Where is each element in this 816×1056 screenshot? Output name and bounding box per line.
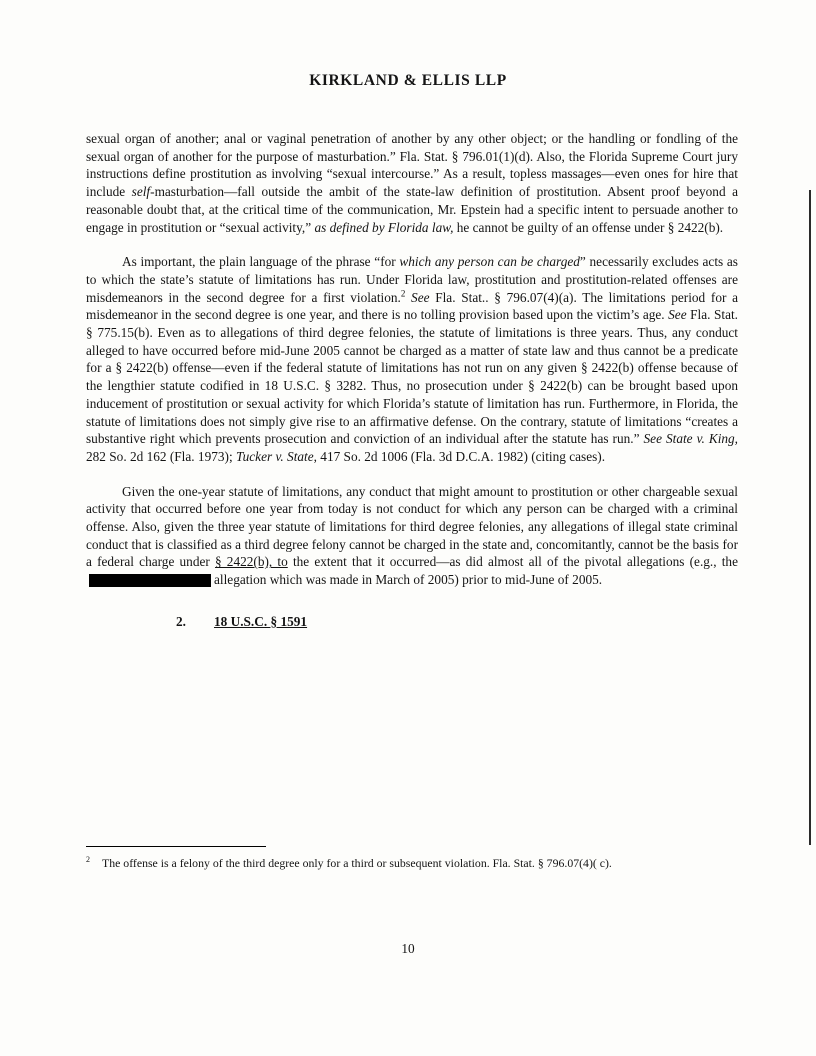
body-paragraph-1	[86, 130, 738, 236]
page-number: 10	[401, 941, 415, 956]
section-heading	[86, 613, 738, 631]
footnote-reference: 2	[400, 288, 406, 299]
text-run: Given the one-year statute of limitations, any conduct that might amount to prostitution or other chargeable sexual activity that occurred before one year from today is not conduct for which any person can be charged with a criminal offense. Also, given the three year statute of limitations for third degree felonies, any allegations of illegal state criminal conduct that is classified as a third degree felony cannot be charged in the state and, concomitantly, cannot be the basis for a federal charge under	[86, 483, 738, 570]
text-run: See	[668, 307, 687, 323]
text-run: allegation which was made in March of 2005) prior to mid-June of 2005.	[214, 572, 603, 588]
document-body	[86, 130, 738, 631]
body-paragraph-3	[86, 483, 738, 589]
text-run: which any person can be charged	[399, 254, 580, 270]
text-run: self-	[131, 184, 155, 200]
text-run: the extent that it occurred—as did almost all of the pivotal allegations (e.g., the	[287, 554, 738, 570]
section-title: 18 U.S.C. § 1591	[213, 613, 308, 629]
footnote	[86, 856, 742, 871]
redaction-box	[89, 574, 211, 587]
text-run: as defined by Florida law,	[314, 219, 454, 235]
footnote-content: The offense is a felony of the third degree only for a third or subsequent violation. Fla. Stat. § 796.07(4)( c).	[102, 856, 612, 870]
footnote-separator	[86, 846, 266, 847]
text-run: § 2422(b), to	[214, 554, 288, 570]
footnote-marker: 2	[86, 855, 90, 865]
body-paragraph-2	[86, 253, 738, 465]
footnote-block	[86, 846, 742, 871]
text-run: masturbation—fall outside the ambit of the state-law definition of prostitution. Absent proof beyond a reasonable doubt that, at the critical time of the communication, Mr. Epstein had a specific intent to persuade another to engage in prostitution or “sexual activity,”	[86, 184, 739, 235]
scan-artifact-line	[809, 190, 811, 845]
text-run: ” necessarily excludes acts as to which the state’s statute of limitations has run. Under Florida law, prostitution and prostitution-related offenses are misdemeanors in the second degree for a first violation.	[86, 254, 738, 305]
text-run: Fla. Stat.. § 796.07(4)(a). The limitations period for a misdemeanor in the second degree is one year, and there is no tolling provision based upon the victim’s age.	[86, 289, 739, 323]
section-number: 2.	[176, 613, 186, 629]
text-run: he cannot be guilty of an offense under § 2422(b).	[453, 219, 724, 235]
letterhead-firm-name: KIRKLAND & ELLIS LLP	[309, 72, 507, 89]
text-run: See State v. King,	[643, 431, 739, 447]
text-run: sexual organ of another; anal or vaginal penetration of another by any other object; or the handling or fondling of the sexual organ of another for the purpose of masturbation.” Fla. Stat. § 796.01(1)(d). Also, the Florida Supreme Court jury instructions define prostitution as involving “sexual intercourse.” As a result, topless massages—even ones for hire that include	[86, 131, 738, 200]
text-run: See	[411, 289, 430, 305]
text-run: , 417 So. 2d 1006 (Fla. 3d D.C.A. 1982) (citing cases).	[313, 448, 606, 464]
text-run: Fla. Stat. § 775.15(b). Even as to allegations of third degree felonies, the statute of limitations is three years. Thus, any conduct alleged to have occurred before mid-June 2005 cannot be charged as a matter of state law and thus cannot be a predicate for a § 2422(b) offense—even if the federal statute of limitations has not run on any given § 2422(b) offense because of the lengthier statute codified in 18 U.S.C. § 3282. Thus, no prosecution under § 2422(b) can be brought based upon inducement of prostitution or sexual activity for which Florida’s statute of limitation has run. Furthermore, in Florida, the statute of limitations does not simply give rise to an affirmative defense. On the contrary, statute of limitations “creates a substantive right which prevents prosecution and conviction of an individual after the statute has run.”	[86, 307, 738, 447]
text-run: Tucker v. State	[235, 448, 314, 464]
text-run: 282 So. 2d 162 (Fla. 1973);	[86, 448, 236, 464]
text-run: As important, the plain language of the phrase “for	[122, 254, 400, 270]
